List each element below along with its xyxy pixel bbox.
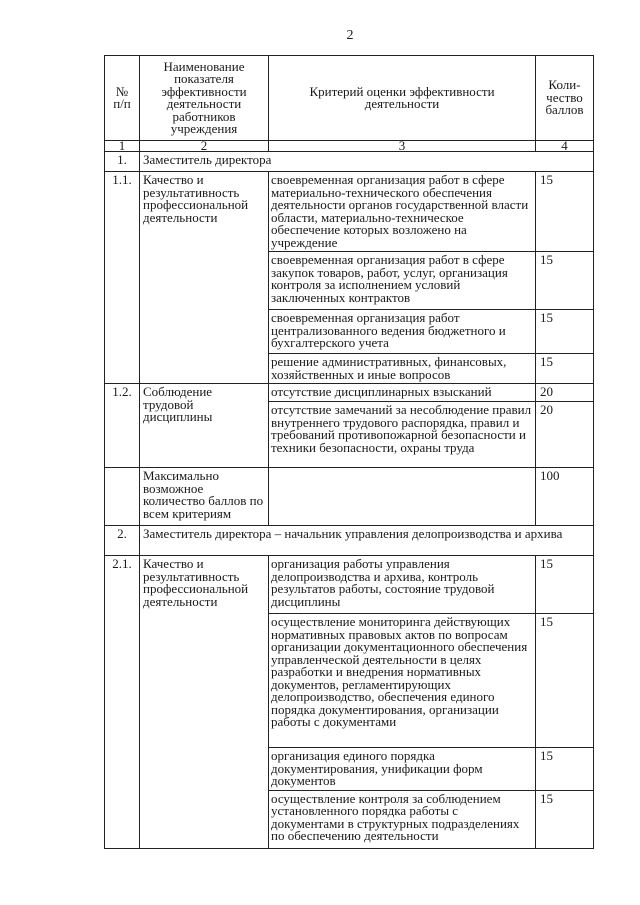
header-col-number: № п/п: [105, 56, 140, 141]
table-row: [105, 172, 594, 252]
score-cell: 20: [536, 402, 594, 468]
score-cell: 15: [536, 252, 594, 310]
criteria-table: [104, 55, 594, 849]
column-number: 1: [105, 141, 140, 152]
section-number: 1.: [105, 152, 140, 172]
criterion-cell: организация единого порядка документирования, унификации форм документов: [269, 748, 536, 791]
criterion-cell: [269, 468, 536, 526]
score-cell: 15: [536, 310, 594, 354]
row-number: 1.2.: [105, 384, 140, 468]
score-cell: 15: [536, 748, 594, 791]
header-col-criterion: Критерий оценки эффективности деятельности: [269, 56, 536, 141]
criterion-cell: осуществление мониторинга действующих нормативных правовых актов по вопросам организации документационного обеспечения управленческой деятельности в целях разработки и внедрения нормативных документов, регламентирующих делопроизводство, обеспечения единого порядка документирования, организации работы с документами: [269, 614, 536, 748]
column-number-row: [105, 141, 594, 152]
header-col-indicator: Наименование показателя эффективности деятельности работников учреждения: [140, 56, 269, 141]
criterion-cell: осуществление контроля за соблюдением установленного порядка работы с документами в структурных подразделениях по обеспечению деятельности: [269, 790, 536, 848]
indicator-cell: Соблюдение трудовой дисциплины: [140, 384, 269, 468]
table-row: [105, 384, 594, 402]
column-number: 2: [140, 141, 269, 152]
criterion-cell: своевременная организация работ в сфере материально-технического обеспечения деятельности органов государственной власти области, материально-техническое обеспечение которых возложено на учреждение: [269, 172, 536, 252]
column-number: 4: [536, 141, 594, 152]
criterion-cell: отсутствие дисциплинарных взысканий: [269, 384, 536, 402]
row-number: [105, 468, 140, 526]
section-title: Заместитель директора: [140, 152, 594, 172]
score-cell: 15: [536, 172, 594, 252]
score-cell: 15: [536, 790, 594, 848]
section-row: [105, 152, 594, 172]
criterion-cell: отсутствие замечаний за несоблюдение правил внутреннего трудового распорядка, правил и требований противопожарной безопасности и техники безопасности, охраны труда: [269, 402, 536, 468]
table-header-row: [105, 56, 594, 141]
page-number: 2: [346, 28, 354, 43]
table-row: [105, 556, 594, 614]
score-cell: 15: [536, 354, 594, 384]
section-row: [105, 526, 594, 556]
header-col-score: Коли- чество баллов: [536, 56, 594, 141]
max-score-label: Максимально возможное количество баллов по всем критериям: [140, 468, 269, 526]
score-cell: 20: [536, 384, 594, 402]
indicator-cell: Качество и результативность профессиональной деятельности: [140, 172, 269, 384]
max-score-value: 100: [536, 468, 594, 526]
row-number: 2.1.: [105, 556, 140, 849]
criterion-cell: своевременная организация работ централизованного ведения бюджетного и бухгалтерского учета: [269, 310, 536, 354]
table-row: [105, 468, 594, 526]
score-cell: 15: [536, 614, 594, 748]
row-number: 1.1.: [105, 172, 140, 384]
section-title: Заместитель директора – начальник управления делопроизводства и архива: [140, 526, 594, 556]
criterion-cell: своевременная организация работ в сфере закупок товаров, работ, услуг, организация контроля за исполнением условий заключенных контрактов: [269, 252, 536, 310]
column-number: 3: [269, 141, 536, 152]
score-cell: 15: [536, 556, 594, 614]
criterion-cell: организация работы управления делопроизводства и архива, контроль результатов работы, состояние трудовой дисциплины: [269, 556, 536, 614]
section-number: 2.: [105, 526, 140, 556]
indicator-cell: Качество и результативность профессиональной деятельности: [140, 556, 269, 849]
criterion-cell: решение административных, финансовых, хозяйственных и иные вопросов: [269, 354, 536, 384]
